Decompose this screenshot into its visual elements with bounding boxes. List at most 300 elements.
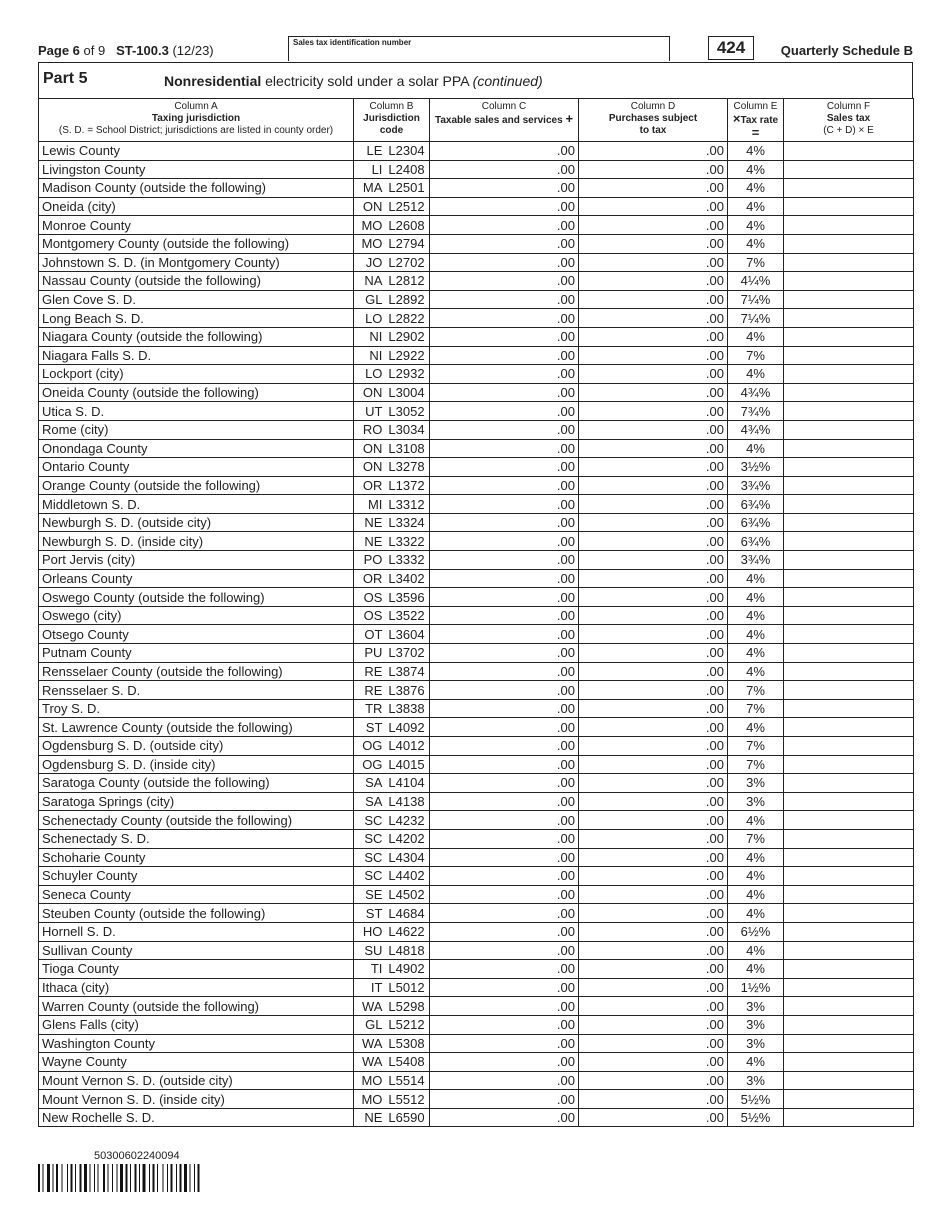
table-row: [39, 681, 914, 700]
taxable-sales-field[interactable]: .00: [430, 1034, 579, 1053]
jurisdiction-table: [38, 98, 914, 1127]
jurisdiction-name: Monroe County: [39, 216, 354, 235]
taxable-sales-field[interactable]: .00: [430, 402, 579, 421]
sales-tax-field[interactable]: [784, 829, 914, 848]
sales-tax-field[interactable]: [784, 606, 914, 625]
jurisdiction-name: Wayne County: [39, 1053, 354, 1072]
sales-tax-field[interactable]: [784, 774, 914, 793]
code-letters: OS: [363, 589, 383, 605]
taxable-sales-field[interactable]: .00: [430, 792, 579, 811]
code-number: L2304: [388, 143, 425, 159]
taxable-sales-field[interactable]: .00: [430, 1053, 579, 1072]
sales-tax-field[interactable]: [784, 365, 914, 384]
purchases-field[interactable]: .00: [579, 625, 728, 644]
tax-rate: 6¾%: [728, 495, 784, 514]
taxable-sales-field[interactable]: .00: [430, 606, 579, 625]
purchases-field[interactable]: .00: [579, 495, 728, 514]
table-row: [39, 606, 914, 625]
tax-rate: 3%: [728, 792, 784, 811]
column-e-label: Tax rate: [740, 115, 779, 126]
tax-rate: 4%: [728, 216, 784, 235]
form-id: ST-100.3: [116, 43, 169, 58]
jurisdiction-name: Schenectady S. D.: [39, 829, 354, 848]
code-number: L3874: [388, 663, 425, 679]
sales-tax-field[interactable]: [784, 625, 914, 644]
sales-tax-field[interactable]: [784, 290, 914, 309]
table-row: [39, 253, 914, 272]
code-number: L4818: [388, 942, 425, 958]
sales-tax-field[interactable]: [784, 1034, 914, 1053]
code-letters: TI: [370, 961, 383, 977]
form-revision: (12/23): [168, 43, 214, 58]
purchases-field[interactable]: .00: [579, 458, 728, 477]
jurisdiction-code: [354, 495, 430, 514]
purchases-field[interactable]: .00: [579, 1053, 728, 1072]
column-f-name: Column F: [826, 101, 871, 112]
code-number: L5308: [388, 1035, 425, 1051]
taxable-sales-field[interactable]: .00: [430, 253, 579, 272]
purchases-field[interactable]: .00: [579, 532, 728, 551]
taxable-sales-field[interactable]: .00: [430, 1015, 579, 1034]
purchases-field[interactable]: .00: [579, 346, 728, 365]
purchases-field[interactable]: .00: [579, 904, 728, 923]
taxable-sales-field[interactable]: .00: [430, 532, 579, 551]
sales-tax-field[interactable]: [784, 755, 914, 774]
taxable-sales-field[interactable]: .00: [430, 179, 579, 198]
sales-tax-field[interactable]: [784, 216, 914, 235]
taxable-sales-field[interactable]: .00: [430, 365, 579, 384]
jurisdiction-name: Rensselaer County (outside the following): [39, 662, 354, 681]
sales-tax-field[interactable]: [784, 402, 914, 421]
taxable-sales-field[interactable]: .00: [430, 458, 579, 477]
sales-tax-field[interactable]: [784, 513, 914, 532]
purchases-field[interactable]: .00: [579, 960, 728, 979]
sales-tax-field[interactable]: [784, 960, 914, 979]
barcode-bar: [190, 1164, 191, 1192]
purchases-field[interactable]: .00: [579, 922, 728, 941]
purchases-field[interactable]: .00: [579, 160, 728, 179]
taxable-sales-field[interactable]: .00: [430, 737, 579, 756]
table-row: [39, 644, 914, 663]
sales-tax-field[interactable]: [784, 904, 914, 923]
table-row: [39, 290, 914, 309]
part-title-text: electricity sold under a solar PPA: [261, 73, 473, 89]
jurisdiction-name: Niagara County (outside the following): [39, 327, 354, 346]
code-letters: OT: [364, 626, 383, 642]
code-number: L4622: [388, 924, 425, 940]
purchases-field[interactable]: .00: [579, 383, 728, 402]
table-row: [39, 885, 914, 904]
code-letters: ON: [362, 199, 383, 215]
jurisdiction-name: Oneida County (outside the following): [39, 383, 354, 402]
purchases-field[interactable]: .00: [579, 737, 728, 756]
code-number: L2408: [388, 161, 425, 177]
code-number: L4304: [388, 849, 425, 865]
jurisdiction-code: [354, 625, 430, 644]
code-number: L4402: [388, 868, 425, 884]
purchases-field[interactable]: .00: [579, 513, 728, 532]
schedule-title: Quarterly Schedule B: [780, 43, 913, 58]
taxable-sales-field[interactable]: .00: [430, 755, 579, 774]
code-letters: MO: [361, 1091, 383, 1107]
barcode-bar: [176, 1164, 177, 1192]
purchases-field[interactable]: .00: [579, 290, 728, 309]
tax-rate: 4%: [728, 644, 784, 663]
table-row: [39, 383, 914, 402]
tax-rate: 1½%: [728, 978, 784, 997]
tax-rate: 4%: [728, 365, 784, 384]
code-number: L3596: [388, 589, 425, 605]
sales-tax-field[interactable]: [784, 327, 914, 346]
table-row: [39, 1071, 914, 1090]
code-letters: RO: [362, 422, 383, 438]
taxable-sales-field[interactable]: .00: [430, 699, 579, 718]
code-number: L4012: [388, 738, 425, 754]
code-letters: ON: [362, 459, 383, 475]
code-number: L2512: [388, 199, 425, 215]
taxable-sales-field[interactable]: .00: [430, 1090, 579, 1109]
sales-tax-field[interactable]: [784, 1090, 914, 1109]
purchases-field[interactable]: .00: [579, 197, 728, 216]
purchases-field[interactable]: .00: [579, 829, 728, 848]
sales-tax-field[interactable]: [784, 1071, 914, 1090]
taxable-sales-field[interactable]: .00: [430, 997, 579, 1016]
barcode-bar: [163, 1164, 164, 1192]
purchases-field[interactable]: .00: [579, 1071, 728, 1090]
code-letters: MO: [361, 217, 383, 233]
sales-tax-field[interactable]: [784, 234, 914, 253]
code-number: L4202: [388, 831, 425, 847]
sales-tax-field[interactable]: [784, 811, 914, 830]
code-letters: RE: [364, 663, 383, 679]
tax-rate: 4¾%: [728, 420, 784, 439]
sales-tax-field[interactable]: [784, 272, 914, 291]
taxable-sales-field[interactable]: .00: [430, 476, 579, 495]
purchases-field[interactable]: .00: [579, 774, 728, 793]
taxable-sales-field[interactable]: .00: [430, 142, 579, 161]
sales-tax-id-field[interactable]: [288, 36, 670, 61]
purchases-field[interactable]: .00: [579, 718, 728, 737]
barcode-bar: [103, 1164, 105, 1192]
taxable-sales-field[interactable]: .00: [430, 272, 579, 291]
tax-rate: 4%: [728, 625, 784, 644]
sales-tax-field[interactable]: [784, 1053, 914, 1072]
code-number: L5012: [388, 980, 425, 996]
tax-rate: 7%: [728, 829, 784, 848]
sales-tax-field[interactable]: [784, 309, 914, 328]
code-letters: MO: [361, 1072, 383, 1088]
taxable-sales-field[interactable]: .00: [430, 234, 579, 253]
sales-tax-field[interactable]: [784, 495, 914, 514]
purchases-field[interactable]: .00: [579, 476, 728, 495]
taxable-sales-field[interactable]: .00: [430, 941, 579, 960]
purchases-field[interactable]: .00: [579, 309, 728, 328]
table-row: [39, 625, 914, 644]
table-row: [39, 309, 914, 328]
purchases-field[interactable]: .00: [579, 699, 728, 718]
purchases-field[interactable]: .00: [579, 755, 728, 774]
jurisdiction-name: Niagara Falls S. D.: [39, 346, 354, 365]
taxable-sales-field[interactable]: .00: [430, 588, 579, 607]
code-number: L4232: [388, 812, 425, 828]
tax-rate: 4%: [728, 197, 784, 216]
code-number: L5512: [388, 1091, 425, 1107]
purchases-field[interactable]: .00: [579, 848, 728, 867]
code-letters: WA: [361, 1054, 383, 1070]
table-header-row: [39, 99, 914, 142]
column-f-label: Sales tax: [826, 113, 871, 124]
jurisdiction-code: [354, 978, 430, 997]
tax-rate: 3%: [728, 1034, 784, 1053]
purchases-field[interactable]: .00: [579, 997, 728, 1016]
sales-tax-field[interactable]: [784, 439, 914, 458]
barcode-bar: [94, 1164, 95, 1192]
purchases-field[interactable]: .00: [579, 216, 728, 235]
barcode-bar: [198, 1164, 200, 1192]
taxable-sales-field[interactable]: .00: [430, 848, 579, 867]
taxable-sales-field[interactable]: .00: [430, 885, 579, 904]
purchases-field[interactable]: .00: [579, 272, 728, 291]
taxable-sales-field[interactable]: .00: [430, 1108, 579, 1127]
column-d-label: Purchases subject: [608, 113, 698, 124]
purchases-field[interactable]: .00: [579, 365, 728, 384]
table-row: [39, 513, 914, 532]
column-d-label2: to tax: [639, 125, 667, 136]
form-header: [38, 36, 913, 62]
sales-tax-field[interactable]: [784, 997, 914, 1016]
sales-tax-field[interactable]: [784, 346, 914, 365]
column-e-header: [728, 99, 784, 142]
purchases-field[interactable]: .00: [579, 234, 728, 253]
code-number: L2902: [388, 329, 425, 345]
code-letters: NI: [369, 347, 383, 363]
purchases-field[interactable]: .00: [579, 978, 728, 997]
taxable-sales-field[interactable]: .00: [430, 160, 579, 179]
sales-tax-field[interactable]: [784, 737, 914, 756]
taxable-sales-field[interactable]: .00: [430, 551, 579, 570]
column-c-label: Taxable sales and services: [434, 115, 563, 126]
jurisdiction-code: [354, 867, 430, 886]
tax-rate: 4%: [728, 569, 784, 588]
table-row: [39, 699, 914, 718]
sales-tax-field[interactable]: [784, 160, 914, 179]
table-row: [39, 1090, 914, 1109]
table-row: [39, 476, 914, 495]
tax-rate: 4%: [728, 234, 784, 253]
taxable-sales-field[interactable]: .00: [430, 439, 579, 458]
taxable-sales-field[interactable]: .00: [430, 327, 579, 346]
table-row: [39, 662, 914, 681]
taxable-sales-field[interactable]: .00: [430, 216, 579, 235]
sales-tax-field[interactable]: [784, 532, 914, 551]
code-letters: ST: [365, 719, 383, 735]
code-letters: ON: [362, 440, 383, 456]
taxable-sales-field[interactable]: .00: [430, 569, 579, 588]
tax-rate: 4%: [728, 811, 784, 830]
taxable-sales-field[interactable]: .00: [430, 625, 579, 644]
code-number: L2892: [388, 292, 425, 308]
code-number: L3876: [388, 682, 425, 698]
sales-tax-field[interactable]: [784, 922, 914, 941]
jurisdiction-code: [354, 216, 430, 235]
jurisdiction-name: Saratoga County (outside the following): [39, 774, 354, 793]
taxable-sales-field[interactable]: .00: [430, 346, 579, 365]
taxable-sales-field[interactable]: .00: [430, 774, 579, 793]
jurisdiction-code: [354, 1053, 430, 1072]
purchases-field[interactable]: .00: [579, 681, 728, 700]
column-c-header: [430, 99, 579, 142]
table-row: [39, 439, 914, 458]
tax-rate: 3%: [728, 1071, 784, 1090]
sales-tax-field[interactable]: [784, 867, 914, 886]
taxable-sales-field[interactable]: .00: [430, 309, 579, 328]
purchases-field[interactable]: .00: [579, 1090, 728, 1109]
sales-tax-field[interactable]: [784, 681, 914, 700]
sales-tax-field[interactable]: [784, 458, 914, 477]
tax-rate: 4%: [728, 1053, 784, 1072]
barcode-bar: [80, 1164, 82, 1192]
sales-tax-field[interactable]: [784, 848, 914, 867]
barcode-bar: [67, 1164, 68, 1192]
code-number: L4138: [388, 794, 425, 810]
code-number: L2702: [388, 254, 425, 270]
purchases-field[interactable]: .00: [579, 606, 728, 625]
code-letters: SE: [365, 887, 383, 903]
purchases-field[interactable]: .00: [579, 1015, 728, 1034]
code-letters: ST: [365, 905, 383, 921]
code-letters: MO: [361, 236, 383, 252]
code-letters: JO: [365, 254, 383, 270]
table-row: [39, 737, 914, 756]
sales-tax-field[interactable]: [784, 179, 914, 198]
sales-tax-field[interactable]: [784, 699, 914, 718]
taxable-sales-field[interactable]: .00: [430, 495, 579, 514]
purchases-field[interactable]: .00: [579, 439, 728, 458]
taxable-sales-field[interactable]: .00: [430, 904, 579, 923]
taxable-sales-field[interactable]: .00: [430, 662, 579, 681]
jurisdiction-code: [354, 1071, 430, 1090]
jurisdiction-code: [354, 1015, 430, 1034]
table-row: [39, 569, 914, 588]
jurisdiction-name: Warren County (outside the following): [39, 997, 354, 1016]
code-letters: OR: [362, 477, 383, 493]
taxable-sales-field[interactable]: .00: [430, 718, 579, 737]
purchases-field[interactable]: .00: [579, 569, 728, 588]
purchases-field[interactable]: .00: [579, 792, 728, 811]
taxable-sales-field[interactable]: .00: [430, 383, 579, 402]
sales-tax-field[interactable]: [784, 644, 914, 663]
taxable-sales-field[interactable]: .00: [430, 290, 579, 309]
table-row: [39, 346, 914, 365]
purchases-field[interactable]: .00: [579, 551, 728, 570]
sales-tax-field[interactable]: [784, 978, 914, 997]
jurisdiction-name: Lockport (city): [39, 365, 354, 384]
taxable-sales-field[interactable]: .00: [430, 681, 579, 700]
jurisdiction-name: Hornell S. D.: [39, 922, 354, 941]
jurisdiction-name: Schoharie County: [39, 848, 354, 867]
taxable-sales-field[interactable]: .00: [430, 811, 579, 830]
part-title-continued: (continued): [472, 73, 543, 89]
sales-tax-field[interactable]: [784, 476, 914, 495]
code-letters: SC: [364, 849, 383, 865]
taxable-sales-field[interactable]: .00: [430, 197, 579, 216]
purchases-field[interactable]: .00: [579, 402, 728, 421]
jurisdiction-code: [354, 755, 430, 774]
sales-tax-field[interactable]: [784, 588, 914, 607]
taxable-sales-field[interactable]: .00: [430, 978, 579, 997]
sales-tax-field[interactable]: [784, 792, 914, 811]
purchases-field[interactable]: .00: [579, 253, 728, 272]
purchases-field[interactable]: .00: [579, 327, 728, 346]
purchases-field[interactable]: .00: [579, 420, 728, 439]
code-number: L2822: [388, 310, 425, 326]
purchases-field[interactable]: .00: [579, 885, 728, 904]
taxable-sales-field[interactable]: .00: [430, 420, 579, 439]
jurisdiction-name: Nassau County (outside the following): [39, 272, 354, 291]
sales-tax-field[interactable]: [784, 569, 914, 588]
taxable-sales-field[interactable]: .00: [430, 513, 579, 532]
taxable-sales-field[interactable]: .00: [430, 960, 579, 979]
purchases-field[interactable]: .00: [579, 588, 728, 607]
tax-rate: 3¾%: [728, 551, 784, 570]
sales-tax-field[interactable]: [784, 551, 914, 570]
taxable-sales-field[interactable]: .00: [430, 867, 579, 886]
sales-tax-field[interactable]: [784, 718, 914, 737]
barcode-bar: [135, 1164, 137, 1192]
tax-rate: 4%: [728, 904, 784, 923]
purchases-field[interactable]: .00: [579, 1108, 728, 1127]
sales-tax-field[interactable]: [784, 1015, 914, 1034]
taxable-sales-field[interactable]: .00: [430, 1071, 579, 1090]
table-row: [39, 234, 914, 253]
purchases-field[interactable]: .00: [579, 142, 728, 161]
code-letters: SU: [364, 942, 383, 958]
code-number: L3604: [388, 626, 425, 642]
column-a-name: Column A: [174, 101, 218, 112]
purchases-field[interactable]: .00: [579, 941, 728, 960]
sales-tax-field[interactable]: [784, 662, 914, 681]
jurisdiction-name: Glen Cove S. D.: [39, 290, 354, 309]
column-d-name: Column D: [630, 101, 676, 112]
barcode-bar: [180, 1164, 182, 1192]
sales-tax-field[interactable]: [784, 1108, 914, 1127]
code-letters: OR: [362, 570, 383, 586]
jurisdiction-code: [354, 569, 430, 588]
jurisdiction-name: Mount Vernon S. D. (inside city): [39, 1090, 354, 1109]
taxable-sales-field[interactable]: .00: [430, 829, 579, 848]
code-letters: OG: [362, 738, 383, 754]
sales-tax-field[interactable]: [784, 420, 914, 439]
purchases-field[interactable]: .00: [579, 1034, 728, 1053]
purchases-field[interactable]: .00: [579, 644, 728, 663]
taxable-sales-field[interactable]: .00: [430, 922, 579, 941]
taxable-sales-field[interactable]: .00: [430, 644, 579, 663]
purchases-field[interactable]: .00: [579, 867, 728, 886]
sales-tax-field[interactable]: [784, 941, 914, 960]
purchases-field[interactable]: .00: [579, 662, 728, 681]
sales-tax-field[interactable]: [784, 253, 914, 272]
part-number: Part 5: [43, 70, 88, 87]
code-number: L5514: [388, 1072, 425, 1088]
purchases-field[interactable]: .00: [579, 811, 728, 830]
sales-tax-field[interactable]: [784, 142, 914, 161]
sales-tax-field[interactable]: [784, 197, 914, 216]
sales-tax-field[interactable]: [784, 885, 914, 904]
purchases-field[interactable]: .00: [579, 179, 728, 198]
sales-tax-field[interactable]: [784, 383, 914, 402]
jurisdiction-name: Madison County (outside the following): [39, 179, 354, 198]
tax-rate: 6¾%: [728, 513, 784, 532]
